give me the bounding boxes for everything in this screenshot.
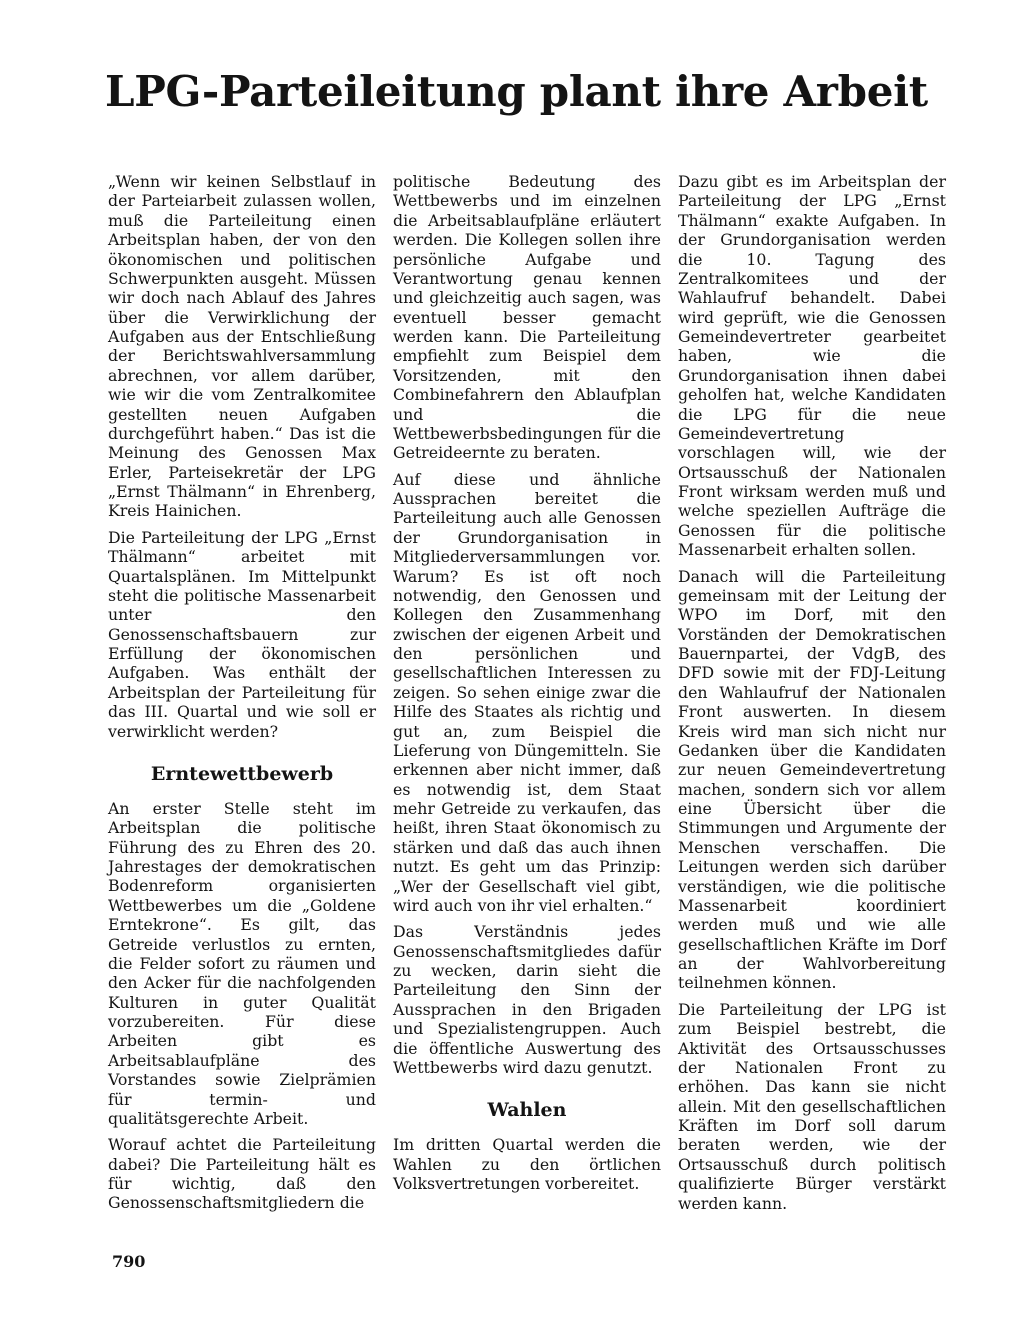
paragraph: Worauf achtet die Parteileitung dabei? Die Parteileitung hält es für wichtig, daß den Genossenschaftsmitgliedern die bbox=[108, 1135, 376, 1213]
paragraph: „Wenn wir keinen Selbstlauf in der Parteiarbeit zulassen wollen, muß die Parteileitung einen Arbeitsplan haben, der von den ökonomischen und politischen Schwerpunkten ausgeht. Müssen wir doch nach Ablauf des Jahres über die Verwirklichung der Aufgaben aus der Entschließung der Berichtswahlversammlung abrechnen, vor allem darüber, wie wir die vom Zentralkomitee gestellten neuen Aufgaben durchgeführt haben.“ Das ist die Meinung des Genossen Max Erler, Parteisekretär der LPG „Ernst Thälmann“ in Ehrenberg, Kreis Hainichen. bbox=[108, 172, 376, 521]
paragraph: Die Parteileitung der LPG „Ernst Thälmann“ arbeitet mit Quartalsplänen. Im Mittelpunkt steht die politische Massenarbeit unter den Genossenschaftsbauern zur Erfüllung der ökonomischen Aufgaben. Was enthält der Arbeitsplan der Parteileitung für das III. Quartal und wie soll er verwirklicht werden? bbox=[108, 527, 376, 741]
paragraph: Auf diese und ähnliche Aussprachen bereitet die Parteileitung auch alle Genossen der Grundorganisation in Mitgliederversammlungen vor. Warum? Es ist oft noch notwendig, den Genossen und Kollegen den Zusammenhang zwischen der eigenen Arbeit und den persönlichen und gesellschaftlichen Interessen zu zeigen. So sehen einige zwar die Hilfe des Staates als richtig und gut an, zum Beispiel die Lieferung von Düngemitteln. Sie erkennen aber nicht immer, daß es notwendig ist, dem Staat mehr Getreide zu verkaufen, das heißt, ihren Staat ökonomisch zu stärken und daß das auch ihnen nutzt. Es geht um das Prinzip: „Wer der Gesellschaft viel gibt, wird auch von ihr viel erhalten.“ bbox=[393, 469, 661, 915]
subheading-erntewettbewerb: Erntewettbewerb bbox=[150, 762, 334, 785]
paragraph: Dazu gibt es im Arbeitsplan der Parteileitung der LPG „Ernst Thälmann“ exakte Aufgaben. In der Grundorganisation werden die 10. Tagung des Zentralkomitees und der Wahlaufruf behandelt. Dabei wird geprüft, wie die Genossen Gemeindevertreter gearbeitet haben, wie die Grundorganisation ihnen dabei geholfen hat, welche Kandidaten die LPG für die neue Gemeindevertretung vorschlagen will, wie der Ortsausschuß der Nationalen Front wirksam werden muß und welche speziellen Aufträge die Genossen für die politische Massenarbeit erhalten sollen. bbox=[678, 172, 946, 560]
subheading-wahlen: Wahlen bbox=[487, 1099, 567, 1122]
article-headline: LPG-Parteileitung plant ihre Arbeit bbox=[105, 67, 928, 116]
paragraph: Die Parteileitung der LPG ist zum Beispiel bestrebt, die Aktivität des Ortsausschusses der Nationalen Front zu erhöhen. Das kann sie nicht allein. Mit den gesellschaftlichen Kräften im Dorf soll darum beraten werden, wie der Ortsausschuß durch politisch qualifizierte Bürger verstärkt werden kann. bbox=[678, 999, 946, 1213]
text-column-3 bbox=[678, 172, 946, 1220]
paragraph: Im dritten Quartal werden die Wahlen zu den örtlichen Volksvertretungen vorbereitet. bbox=[393, 1135, 661, 1193]
text-column-1 bbox=[108, 172, 376, 1220]
text-column-2 bbox=[393, 172, 661, 1200]
paragraph: Danach will die Parteileitung gemeinsam mit der Leitung der WPO im Dorf, mit den Vorständen der Demokratischen Bauernpartei, der VdgB, des DFD sowie mit der FDJ-Leitung den Wahlaufruf der Nationalen Front auswerten. In diesem Kreis wird man sich nicht nur Gedanken über die Kandidaten zur neuen Gemeindevertretung machen, sondern sich vor allem eine Übersicht über die Stimmungen und Argumente der Menschen verschaffen. Die Leitungen werden sich darüber verständigen, wie die politische Massenarbeit koordiniert werden muß und wie alle gesellschaftlichen Kräfte im Dorf an der Wahlvorbereitung teilnehmen können. bbox=[678, 566, 946, 993]
paragraph: Das Verständnis jedes Genossenschaftsmitgliedes dafür zu wecken, darin sieht die Parteileitung den Sinn der Aussprachen in den Brigaden und Spezialistengruppen. Auch die öffentliche Auswertung des Wettbewerbs wird dazu genutzt. bbox=[393, 922, 661, 1077]
paragraph: politische Bedeutung des Wettbewerbs und im einzelnen die Arbeitsablaufpläne erläutert werden. Die Kollegen sollen ihre persönliche Aufgabe und Verantwortung genau kennen und gleichzeitig auch sagen, was eventuell besser gemacht werden kann. Die Parteileitung empfiehlt zum Beispiel dem Vorsitzenden, mit den Combinefahrern den Ablaufplan und die Wettbewerbsbedingungen für die Getreideernte zu beraten. bbox=[393, 172, 661, 463]
page-number: 790 bbox=[112, 1252, 146, 1271]
paragraph: An erster Stelle steht im Arbeitsplan die politische Führung des zu Ehren des 20. Jahrestages der demokratischen Bodenreform organisierten Wettbewerbes um die „Goldene Erntekrone“. Es gilt, das Getreide verlustlos zu ernten, die Felder sofort zu räumen und den Acker für die nachfolgenden Kulturen in guter Qualität vorzubereiten. Für diese Arbeiten gibt es Arbeitsablaufpläne des Vorstandes sowie Zielprämien für termin- und qualitätsgerechte Arbeit. bbox=[108, 798, 376, 1128]
